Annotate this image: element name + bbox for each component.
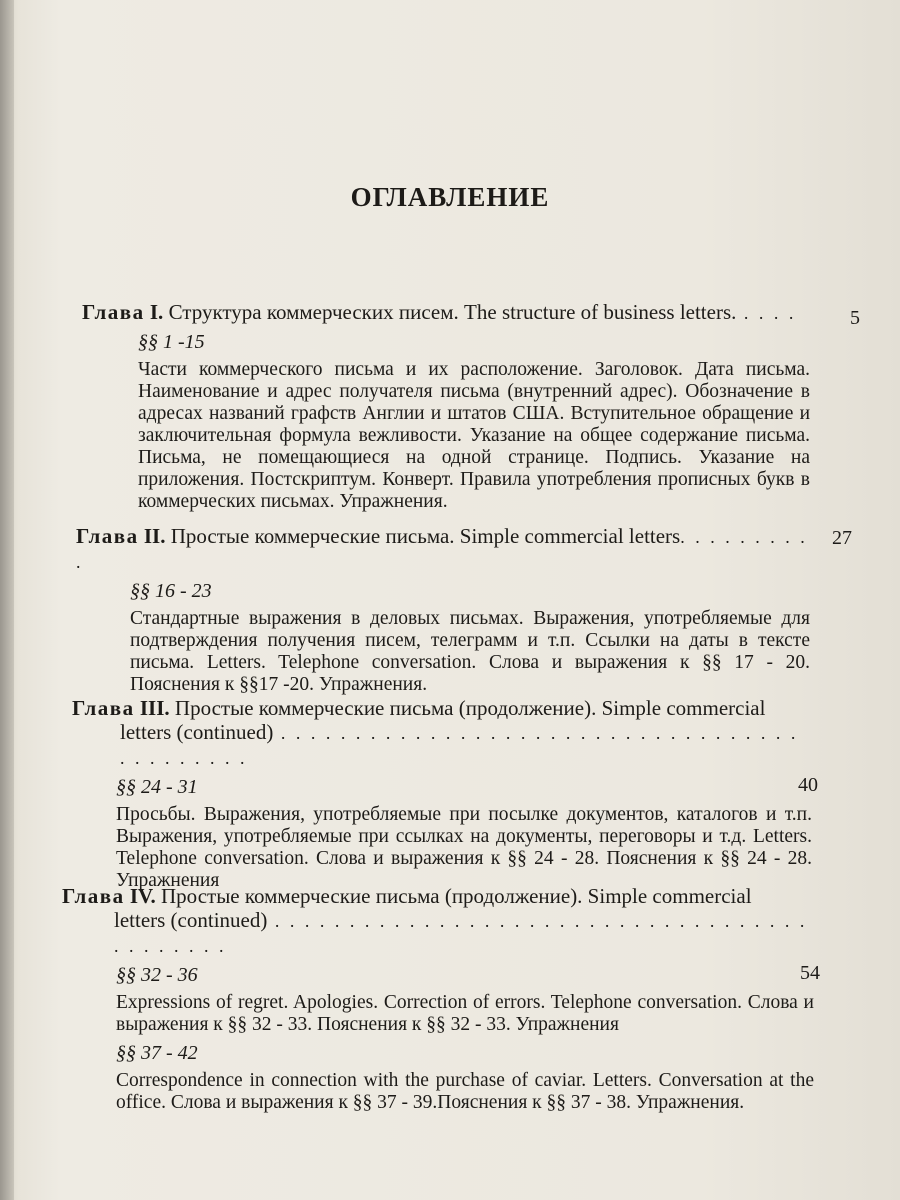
chapter-heading <box>82 300 860 329</box>
dot-leader: . . . . . . . . . . . . . . . . . . . . . . . . . . . . . . . . . . . . . . . . . . . . <box>114 911 808 956</box>
page-title: ОГЛАВЛЕНИЕ <box>350 182 550 212</box>
chapter-title: Простые коммерческие письма (продолжение). Simple commercial <box>174 696 766 720</box>
section-ref: §§ 24 - 31 <box>116 776 198 798</box>
chapter-number: II. <box>143 524 166 548</box>
chapter-title-continued: letters (continued) <box>114 908 268 932</box>
chapter-title: Простые коммерческие письма. Simple commercial letters <box>170 524 681 548</box>
section-ref: §§ 37 - 42 <box>116 1042 198 1064</box>
section-description: Просьбы. Выражения, употребляемые при посылке документов, каталогов и т.п. Выражения, употребляемые при ссылках на документы, переговоры и т.д. Letters. Telephone conversation. Слова и выражения к §§ 24 - 28. Пояснения к §§ 24 - 28. Упражнения <box>116 804 812 891</box>
chapter-title-continued: letters (continued) <box>120 720 274 744</box>
chapter-label: Глава <box>76 524 139 548</box>
section-ref: §§ 16 - 23 <box>130 580 212 602</box>
chapter-label: Глава <box>62 884 125 908</box>
chapter-title: Простые коммерческие письма (продолжение). Simple commercial <box>161 884 752 908</box>
chapter-4 <box>62 884 820 1114</box>
chapter-number: IV. <box>129 884 156 908</box>
section-ref: §§ 1 -15 <box>138 331 205 353</box>
page-number: 5 <box>850 307 860 329</box>
page-number: 40 <box>798 774 818 796</box>
section-description: Стандартные выражения в деловых письмах. Выражения, употребляемые для подтверждения получения писем, телеграмм и т.п. Ссылки на даты в тексте письма. Letters. Telephone conversation. Слова и выражения к §§ 17 - 20. Пояснения к §§17 -20. Упражнения. <box>130 608 810 695</box>
section-description: Части коммерческого письма и их расположение. Заголовок. Дата письма. Наименование и адрес получателя письма (внутренний адрес). Обозначение в адресах названий графств Англии и штатов США. Вступительное обращение и заключительная формула вежливости. Указание на общее содержание письма. Письма, не помещающиеся на одной странице. Подпись. Указание на приложения. Постскриптум. Конверт. Правила употребления прописных букв в коммерческих письмах. Упражнения. <box>138 359 810 512</box>
chapter-title: Структура коммерческих писем. The structure of business letters. <box>168 300 737 324</box>
chapter-number: I. <box>149 300 164 324</box>
chapter-label: Глава <box>72 696 135 720</box>
chapter-heading <box>72 696 812 720</box>
chapter-title-continuation <box>72 720 812 770</box>
section-ref: §§ 32 - 36 <box>116 964 198 986</box>
chapter-title-continuation <box>62 908 814 958</box>
chapter-1 <box>82 300 860 513</box>
page-number: 54 <box>800 962 820 984</box>
book-spine-shadow <box>0 0 14 1200</box>
chapter-2 <box>76 524 852 696</box>
chapter-3 <box>72 696 818 892</box>
chapter-label: Глава <box>82 300 145 324</box>
dot-leader: . . . . <box>736 303 797 323</box>
page-number: 27 <box>832 527 852 549</box>
chapter-number: III. <box>139 696 170 720</box>
chapter-heading <box>76 524 852 574</box>
dot-leader: . . . . . . . . . . <box>76 527 808 572</box>
section-description: Correspondence in connection with the purchase of caviar. Letters. Conversation at the office. Слова и выражения к §§ 37 - 39.Пояснения к §§ 37 - 38. Упражнения. <box>116 1070 814 1113</box>
chapter-heading <box>62 884 814 908</box>
dot-leader: . . . . . . . . . . . . . . . . . . . . . . . . . . . . . . . . . . . . . . . . . . . . <box>120 723 799 768</box>
section-description: Expressions of regret. Apologies. Correction of errors. Telephone conversation. Слова и выражения к §§ 32 - 33. Пояснения к §§ 32 - 33. Упражнения <box>116 992 814 1035</box>
